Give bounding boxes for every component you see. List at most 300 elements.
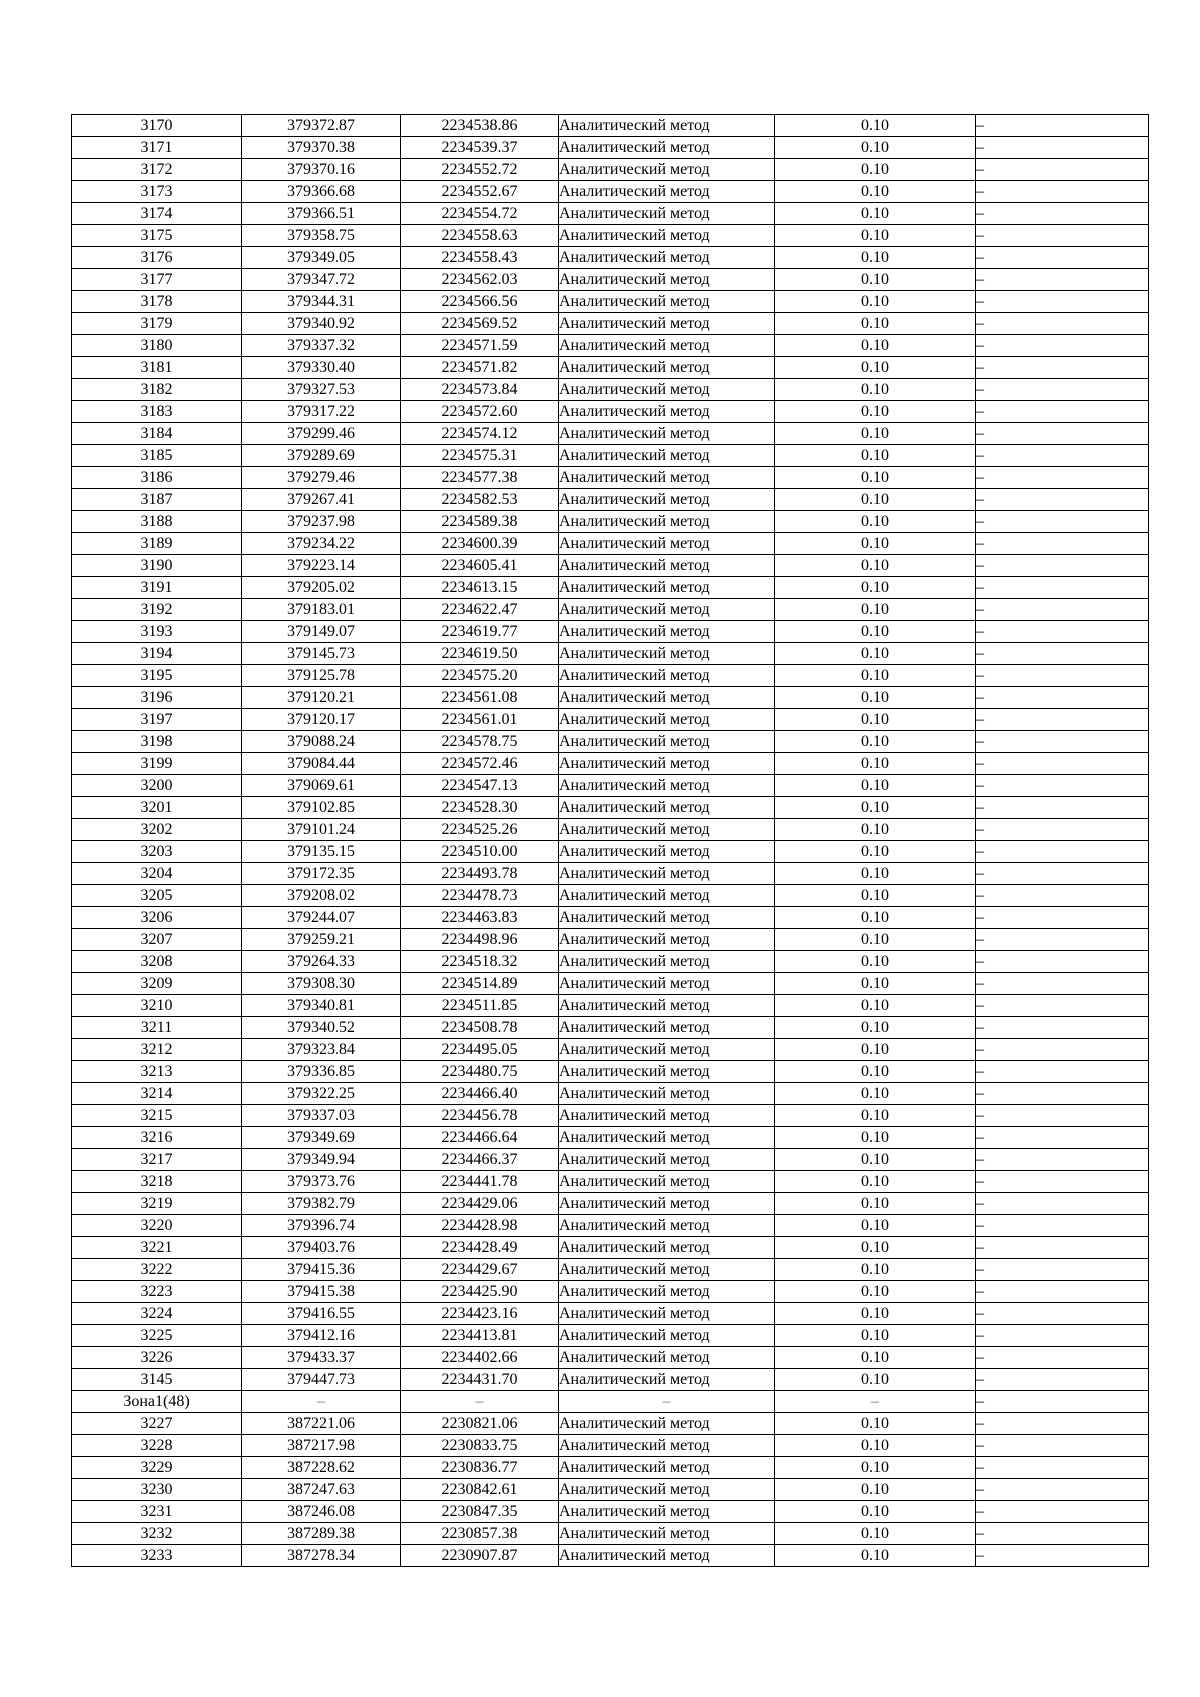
y-coordinate-cell: 2234561.01 [401, 709, 559, 731]
x-coordinate-cell: 387221.06 [242, 1413, 401, 1435]
accuracy-cell: 0.10 [775, 1127, 976, 1149]
method-cell: Аналитический метод [559, 1237, 775, 1259]
method-cell: Аналитический метод [559, 225, 775, 247]
accuracy-cell: 0.10 [775, 797, 976, 819]
x-coordinate-cell: 379267.41 [242, 489, 401, 511]
accuracy-cell: 0.10 [775, 467, 976, 489]
method-cell: Аналитический метод [559, 599, 775, 621]
x-coordinate-cell: 379340.92 [242, 313, 401, 335]
method-cell: Аналитический метод [559, 467, 775, 489]
x-coordinate-cell: 379244.07 [242, 907, 401, 929]
accuracy-cell: 0.10 [775, 1457, 976, 1479]
y-coordinate-cell: 2234480.75 [401, 1061, 559, 1083]
table-row [72, 929, 1149, 951]
method-cell: Аналитический метод [559, 863, 775, 885]
table-row [72, 1105, 1149, 1127]
table-body [72, 115, 1149, 1567]
y-coordinate-cell: 2234498.96 [401, 929, 559, 951]
accuracy-cell: 0.10 [775, 885, 976, 907]
y-coordinate-cell: 2234508.78 [401, 1017, 559, 1039]
table-row [72, 489, 1149, 511]
point-number-cell: 3218 [72, 1171, 242, 1193]
note-cell: – [976, 599, 1149, 621]
method-cell: Аналитический метод [559, 1061, 775, 1083]
y-coordinate-cell: 2234573.84 [401, 379, 559, 401]
point-number-cell: 3175 [72, 225, 242, 247]
accuracy-cell: 0.10 [775, 291, 976, 313]
accuracy-cell: 0.10 [775, 269, 976, 291]
x-coordinate-cell: 379337.03 [242, 1105, 401, 1127]
method-cell: Аналитический метод [559, 1149, 775, 1171]
table-row [72, 1127, 1149, 1149]
y-coordinate-cell: 2234539.37 [401, 137, 559, 159]
x-coordinate-cell: 387217.98 [242, 1435, 401, 1457]
note-cell: – [976, 1545, 1149, 1567]
accuracy-cell: 0.10 [775, 445, 976, 467]
method-cell: Аналитический метод [559, 489, 775, 511]
accuracy-cell: 0.10 [775, 335, 976, 357]
method-cell: Аналитический метод [559, 335, 775, 357]
table-row [72, 885, 1149, 907]
note-cell: – [976, 1479, 1149, 1501]
y-coordinate-cell: 2234547.13 [401, 775, 559, 797]
point-number-cell: 3201 [72, 797, 242, 819]
table-row [72, 159, 1149, 181]
table-row [72, 863, 1149, 885]
point-number-cell: 3203 [72, 841, 242, 863]
table-row [72, 1413, 1149, 1435]
y-coordinate-cell: 2234572.46 [401, 753, 559, 775]
table-row [72, 753, 1149, 775]
y-coordinate-cell: 2230821.06 [401, 1413, 559, 1435]
x-coordinate-cell: 379330.40 [242, 357, 401, 379]
x-coordinate-cell: 379120.17 [242, 709, 401, 731]
method-cell: Аналитический метод [559, 445, 775, 467]
table-row [72, 401, 1149, 423]
x-coordinate-cell: 379327.53 [242, 379, 401, 401]
note-cell: – [976, 423, 1149, 445]
point-number-cell: 3193 [72, 621, 242, 643]
accuracy-cell: 0.10 [775, 951, 976, 973]
table-row [72, 1435, 1149, 1457]
method-cell: Аналитический метод [559, 269, 775, 291]
y-coordinate-cell: 2230833.75 [401, 1435, 559, 1457]
y-coordinate-cell: 2234510.00 [401, 841, 559, 863]
point-number-cell: 3224 [72, 1303, 242, 1325]
x-coordinate-cell: 379208.02 [242, 885, 401, 907]
table-row [72, 1347, 1149, 1369]
table-row [72, 665, 1149, 687]
y-coordinate-cell: 2234552.72 [401, 159, 559, 181]
note-cell: – [976, 797, 1149, 819]
accuracy-cell: 0.10 [775, 423, 976, 445]
method-cell: Аналитический метод [559, 1171, 775, 1193]
point-number-cell: 3232 [72, 1523, 242, 1545]
accuracy-cell: 0.10 [775, 1149, 976, 1171]
method-cell: Аналитический метод [559, 1259, 775, 1281]
table-row [72, 379, 1149, 401]
y-coordinate-cell: 2234569.52 [401, 313, 559, 335]
x-coordinate-cell: 379149.07 [242, 621, 401, 643]
accuracy-cell: 0.10 [775, 1523, 976, 1545]
method-cell: Аналитический метод [559, 995, 775, 1017]
accuracy-cell: 0.10 [775, 1325, 976, 1347]
x-coordinate-cell: 387289.38 [242, 1523, 401, 1545]
note-cell: – [976, 203, 1149, 225]
note-cell: – [976, 445, 1149, 467]
table-row [72, 973, 1149, 995]
method-cell: Аналитический метод [559, 1017, 775, 1039]
y-coordinate-cell: 2234402.66 [401, 1347, 559, 1369]
table-row [72, 951, 1149, 973]
accuracy-cell: 0.10 [775, 819, 976, 841]
accuracy-cell: 0.10 [775, 181, 976, 203]
point-number-cell: 3184 [72, 423, 242, 445]
table-row [72, 313, 1149, 335]
table-row [72, 1303, 1149, 1325]
point-number-cell: 3233 [72, 1545, 242, 1567]
point-number-cell: 3228 [72, 1435, 242, 1457]
x-coordinate-cell: 379370.16 [242, 159, 401, 181]
method-cell: Аналитический метод [559, 665, 775, 687]
point-number-cell: 3219 [72, 1193, 242, 1215]
table-row [72, 203, 1149, 225]
y-coordinate-cell: 2234466.37 [401, 1149, 559, 1171]
table-row [72, 269, 1149, 291]
point-number-cell: 3199 [72, 753, 242, 775]
x-coordinate-cell: 379205.02 [242, 577, 401, 599]
accuracy-cell: 0.10 [775, 159, 976, 181]
table-row [72, 335, 1149, 357]
method-cell: Аналитический метод [559, 137, 775, 159]
table-row [72, 1171, 1149, 1193]
note-cell: – [976, 1039, 1149, 1061]
accuracy-cell: 0.10 [775, 1193, 976, 1215]
point-number-cell: 3222 [72, 1259, 242, 1281]
method-cell: Аналитический метод [559, 1501, 775, 1523]
point-number-cell: 3181 [72, 357, 242, 379]
method-cell: Аналитический метод [559, 1215, 775, 1237]
note-cell: – [976, 1457, 1149, 1479]
point-number-cell: 3210 [72, 995, 242, 1017]
point-number-cell: 3194 [72, 643, 242, 665]
x-coordinate-cell: 387278.34 [242, 1545, 401, 1567]
note-cell: – [976, 753, 1149, 775]
y-coordinate-cell: 2234413.81 [401, 1325, 559, 1347]
point-number-cell: 3177 [72, 269, 242, 291]
note-cell: – [976, 687, 1149, 709]
x-coordinate-cell: 379084.44 [242, 753, 401, 775]
method-cell: Аналитический метод [559, 1457, 775, 1479]
table-row [72, 1545, 1149, 1567]
table-row [72, 1149, 1149, 1171]
x-coordinate-cell: 379223.14 [242, 555, 401, 577]
x-coordinate-cell: 379349.69 [242, 1127, 401, 1149]
note-cell: – [976, 621, 1149, 643]
y-coordinate-cell: 2234562.03 [401, 269, 559, 291]
y-coordinate-cell: 2230842.61 [401, 1479, 559, 1501]
y-coordinate-cell: 2234605.41 [401, 555, 559, 577]
method-cell: Аналитический метод [559, 1193, 775, 1215]
method-cell: Аналитический метод [559, 753, 775, 775]
method-cell: Аналитический метод [559, 1347, 775, 1369]
note-cell: – [976, 973, 1149, 995]
method-cell: Аналитический метод [559, 687, 775, 709]
table-row [72, 357, 1149, 379]
note-cell: – [976, 1171, 1149, 1193]
note-cell: – [976, 577, 1149, 599]
y-coordinate-cell: 2234423.16 [401, 1303, 559, 1325]
method-cell: Аналитический метод [559, 885, 775, 907]
x-coordinate-cell: 387247.63 [242, 1479, 401, 1501]
point-number-cell: 3211 [72, 1017, 242, 1039]
y-coordinate-cell: 2234572.60 [401, 401, 559, 423]
method-cell: Аналитический метод [559, 379, 775, 401]
accuracy-cell: 0.10 [775, 1369, 976, 1391]
table-row [72, 1237, 1149, 1259]
note-cell: – [976, 159, 1149, 181]
accuracy-cell: – [775, 1391, 976, 1413]
point-number-cell: 3186 [72, 467, 242, 489]
method-cell: Аналитический метод [559, 1105, 775, 1127]
x-coordinate-cell: 379135.15 [242, 841, 401, 863]
method-cell: – [559, 1391, 775, 1413]
accuracy-cell: 0.10 [775, 599, 976, 621]
accuracy-cell: 0.10 [775, 709, 976, 731]
x-coordinate-cell: 379373.76 [242, 1171, 401, 1193]
point-number-cell: Зона1(48) [72, 1391, 242, 1413]
point-number-cell: 3213 [72, 1061, 242, 1083]
point-number-cell: 3231 [72, 1501, 242, 1523]
accuracy-cell: 0.10 [775, 1061, 976, 1083]
table-row [72, 577, 1149, 599]
point-number-cell: 3204 [72, 863, 242, 885]
point-number-cell: 3176 [72, 247, 242, 269]
y-coordinate-cell: 2234431.70 [401, 1369, 559, 1391]
point-number-cell: 3217 [72, 1149, 242, 1171]
y-coordinate-cell: 2234441.78 [401, 1171, 559, 1193]
table-row [72, 1523, 1149, 1545]
note-cell: – [976, 247, 1149, 269]
method-cell: Аналитический метод [559, 115, 775, 137]
point-number-cell: 3225 [72, 1325, 242, 1347]
method-cell: Аналитический метод [559, 1545, 775, 1567]
y-coordinate-cell: 2234600.39 [401, 533, 559, 555]
point-number-cell: 3196 [72, 687, 242, 709]
x-coordinate-cell: 379145.73 [242, 643, 401, 665]
x-coordinate-cell: 379382.79 [242, 1193, 401, 1215]
x-coordinate-cell: 379259.21 [242, 929, 401, 951]
note-cell: – [976, 1501, 1149, 1523]
accuracy-cell: 0.10 [775, 841, 976, 863]
table-row [72, 995, 1149, 1017]
table-row [72, 137, 1149, 159]
point-number-cell: 3185 [72, 445, 242, 467]
table-row [72, 643, 1149, 665]
note-cell: – [976, 929, 1149, 951]
accuracy-cell: 0.10 [775, 687, 976, 709]
table-row [72, 1193, 1149, 1215]
x-coordinate-cell: 379322.25 [242, 1083, 401, 1105]
note-cell: – [976, 731, 1149, 753]
table-row [72, 1369, 1149, 1391]
y-coordinate-cell: 2234478.73 [401, 885, 559, 907]
point-number-cell: 3145 [72, 1369, 242, 1391]
point-number-cell: 3206 [72, 907, 242, 929]
point-number-cell: 3191 [72, 577, 242, 599]
accuracy-cell: 0.10 [775, 995, 976, 1017]
y-coordinate-cell: 2234566.56 [401, 291, 559, 313]
accuracy-cell: 0.10 [775, 621, 976, 643]
x-coordinate-cell: 379237.98 [242, 511, 401, 533]
note-cell: – [976, 225, 1149, 247]
y-coordinate-cell: 2234518.32 [401, 951, 559, 973]
accuracy-cell: 0.10 [775, 775, 976, 797]
y-coordinate-cell: 2230836.77 [401, 1457, 559, 1479]
point-number-cell: 3171 [72, 137, 242, 159]
y-coordinate-cell: – [401, 1391, 559, 1413]
method-cell: Аналитический метод [559, 907, 775, 929]
method-cell: Аналитический метод [559, 423, 775, 445]
point-number-cell: 3195 [72, 665, 242, 687]
point-number-cell: 3221 [72, 1237, 242, 1259]
point-number-cell: 3179 [72, 313, 242, 335]
y-coordinate-cell: 2234552.67 [401, 181, 559, 203]
note-cell: – [976, 951, 1149, 973]
method-cell: Аналитический метод [559, 357, 775, 379]
accuracy-cell: 0.10 [775, 1435, 976, 1457]
method-cell: Аналитический метод [559, 511, 775, 533]
accuracy-cell: 0.10 [775, 247, 976, 269]
accuracy-cell: 0.10 [775, 489, 976, 511]
y-coordinate-cell: 2234575.20 [401, 665, 559, 687]
zone-header-row [72, 1391, 1149, 1413]
y-coordinate-cell: 2234558.43 [401, 247, 559, 269]
note-cell: – [976, 1391, 1149, 1413]
note-cell: – [976, 1127, 1149, 1149]
x-coordinate-cell: 379403.76 [242, 1237, 401, 1259]
x-coordinate-cell: 379358.75 [242, 225, 401, 247]
point-number-cell: 3183 [72, 401, 242, 423]
method-cell: Аналитический метод [559, 1281, 775, 1303]
point-number-cell: 3197 [72, 709, 242, 731]
x-coordinate-cell: 379183.01 [242, 599, 401, 621]
table-row [72, 819, 1149, 841]
method-cell: Аналитический метод [559, 731, 775, 753]
note-cell: – [976, 1017, 1149, 1039]
x-coordinate-cell: 379396.74 [242, 1215, 401, 1237]
accuracy-cell: 0.10 [775, 665, 976, 687]
method-cell: Аналитический метод [559, 621, 775, 643]
accuracy-cell: 0.10 [775, 1259, 976, 1281]
y-coordinate-cell: 2234511.85 [401, 995, 559, 1017]
accuracy-cell: 0.10 [775, 907, 976, 929]
accuracy-cell: 0.10 [775, 1083, 976, 1105]
point-number-cell: 3212 [72, 1039, 242, 1061]
y-coordinate-cell: 2234577.38 [401, 467, 559, 489]
y-coordinate-cell: 2234571.59 [401, 335, 559, 357]
point-number-cell: 3189 [72, 533, 242, 555]
accuracy-cell: 0.10 [775, 753, 976, 775]
accuracy-cell: 0.10 [775, 643, 976, 665]
note-cell: – [976, 643, 1149, 665]
point-number-cell: 3209 [72, 973, 242, 995]
note-cell: – [976, 379, 1149, 401]
x-coordinate-cell: 379101.24 [242, 819, 401, 841]
note-cell: – [976, 1347, 1149, 1369]
table-row [72, 621, 1149, 643]
y-coordinate-cell: 2234571.82 [401, 357, 559, 379]
method-cell: Аналитический метод [559, 1369, 775, 1391]
point-number-cell: 3229 [72, 1457, 242, 1479]
point-number-cell: 3214 [72, 1083, 242, 1105]
point-number-cell: 3180 [72, 335, 242, 357]
table-row [72, 709, 1149, 731]
y-coordinate-cell: 2234428.98 [401, 1215, 559, 1237]
method-cell: Аналитический метод [559, 973, 775, 995]
note-cell: – [976, 313, 1149, 335]
y-coordinate-cell: 2234589.38 [401, 511, 559, 533]
note-cell: – [976, 885, 1149, 907]
accuracy-cell: 0.10 [775, 1347, 976, 1369]
note-cell: – [976, 1281, 1149, 1303]
x-coordinate-cell: 379447.73 [242, 1369, 401, 1391]
method-cell: Аналитический метод [559, 203, 775, 225]
x-coordinate-cell: 387246.08 [242, 1501, 401, 1523]
x-coordinate-cell: 379416.55 [242, 1303, 401, 1325]
accuracy-cell: 0.10 [775, 1105, 976, 1127]
method-cell: Аналитический метод [559, 841, 775, 863]
point-number-cell: 3173 [72, 181, 242, 203]
method-cell: Аналитический метод [559, 181, 775, 203]
method-cell: Аналитический метод [559, 709, 775, 731]
method-cell: Аналитический метод [559, 1127, 775, 1149]
accuracy-cell: 0.10 [775, 357, 976, 379]
accuracy-cell: 0.10 [775, 1413, 976, 1435]
point-number-cell: 3188 [72, 511, 242, 533]
x-coordinate-cell: 379347.72 [242, 269, 401, 291]
point-number-cell: 3187 [72, 489, 242, 511]
y-coordinate-cell: 2234619.50 [401, 643, 559, 665]
note-cell: – [976, 401, 1149, 423]
table-row [72, 1215, 1149, 1237]
note-cell: – [976, 1083, 1149, 1105]
x-coordinate-cell: 379366.68 [242, 181, 401, 203]
table-row [72, 533, 1149, 555]
method-cell: Аналитический метод [559, 401, 775, 423]
table-row [72, 1061, 1149, 1083]
x-coordinate-cell: 379279.46 [242, 467, 401, 489]
accuracy-cell: 0.10 [775, 555, 976, 577]
accuracy-cell: 0.10 [775, 533, 976, 555]
y-coordinate-cell: 2234466.40 [401, 1083, 559, 1105]
x-coordinate-cell: 379120.21 [242, 687, 401, 709]
x-coordinate-cell: 379289.69 [242, 445, 401, 467]
note-cell: – [976, 1149, 1149, 1171]
table-row [72, 423, 1149, 445]
table-row [72, 181, 1149, 203]
note-cell: – [976, 819, 1149, 841]
table-row [72, 555, 1149, 577]
note-cell: – [976, 269, 1149, 291]
note-cell: – [976, 137, 1149, 159]
y-coordinate-cell: 2234578.75 [401, 731, 559, 753]
accuracy-cell: 0.10 [775, 1171, 976, 1193]
method-cell: Аналитический метод [559, 775, 775, 797]
method-cell: Аналитический метод [559, 1303, 775, 1325]
point-number-cell: 3174 [72, 203, 242, 225]
point-number-cell: 3223 [72, 1281, 242, 1303]
